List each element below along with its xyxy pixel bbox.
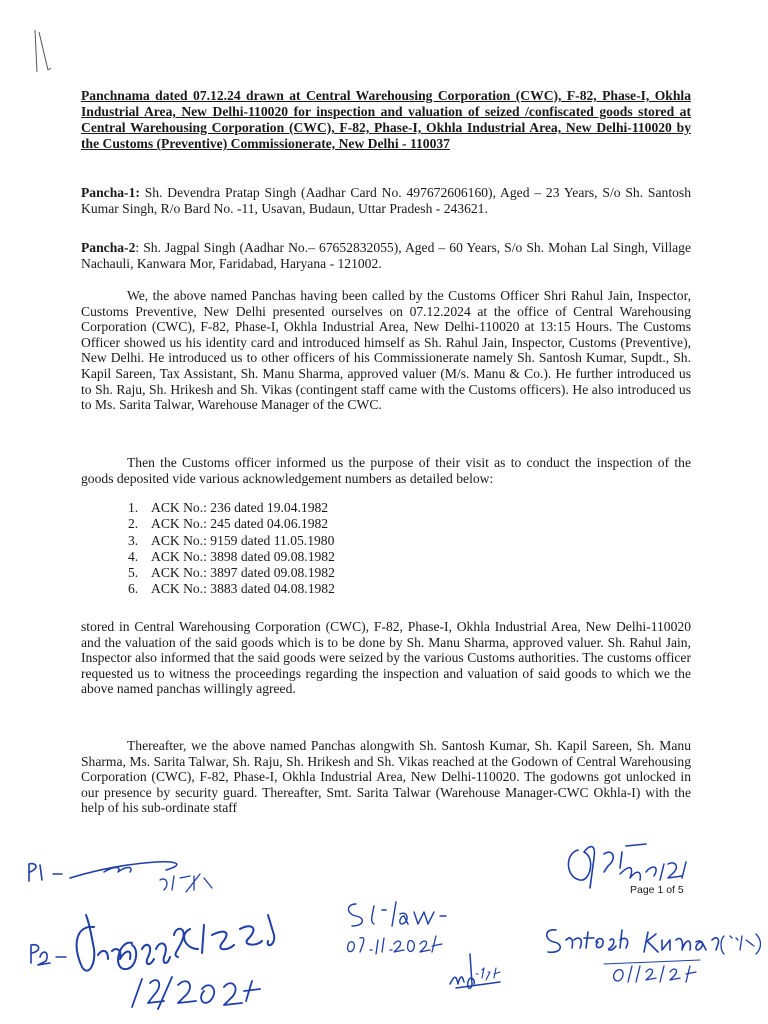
paragraph-godown: Thereafter, we the above named Panchas alongwith Sh. Santosh Kumar, Sh. Kapil Sareen, Sh. Manu Sharma, Ms. Sarita Talwar, Sh. Raju, Sh. Hrikesh and Sh. Vikas reached at the Godown of Central Warehousing Corporation (CWC), F-82, Phase-I, Okhla Industrial Area, New Delhi-110020. The godowns got unlocked in our presence by security guard. Thereafter, Smt. Sarita Talwar (Warehouse Manager-CWC Okhla-I) with the help of his sub-ordinate staff [81, 738, 691, 816]
paragraph-introduction: We, the above named Panchas having been called by the Customs Officer Shri Rahul Jain, Inspector, Customs Preventive, New Delhi presented ourselves on 07.12.2024 at the office of Central Warehousing Corporation (CWC), F-82, Phase-I, Okhla Industrial Area, New Delhi-110020 at 13:15 Hours. The Customs Officer showed us his identity card and introduced himself as Sh. Rahul Jain, Inspector, Customs (Preventive), New Delhi. He introduced us to other officers of his Commissionerate namely Sh. Santosh Kumar, Supdt., Sh. Kapil Sareen, Tax Assistant, Sh. Manu Sharma, approved valuer (M/s. Manu & Co.). He further introduced us to Sh. Raju, Sh. Hrikesh and Sh. Vikas (contingent staff came with the Customs officers). He also introduced us to Ms. Sarita Talwar, Warehouse Manager of the CWC. [81, 288, 691, 413]
paragraph-valuation: stored in Central Warehousing Corporation (CWC), F-82, Phase-I, Okhla Industrial Area, New Delhi-110020 and the valuation of the said goods which is to be done by Sh. Manu Sharma, approved valuer. Sh. Rahul Jain, Inspector also informed that the said goods were seized by the various Customs authorities. The customs officer requested us to witness the proceedings regarding the inspection and valuation of said goods to which we the above named panchas willingly agreed. [81, 619, 691, 697]
pancha-1-text: Sh. Devendra Pratap Singh (Aadhar Card No. 497672606160), Aged – 23 Years, S/o Sh. Santosh Kumar Singh, R/o Bard No. -11, Usavan, Budaun, Uttar Pradesh - 243621. [81, 185, 691, 216]
pancha-2-signature [28, 905, 298, 1015]
pancha-2-label: Pancha-2 [81, 240, 136, 255]
pancha-1-signature [26, 852, 226, 897]
ack-list-item: 1. ACK No.: 236 dated 19.04.1982 [128, 500, 329, 515]
santosh-kumar-signature [540, 926, 764, 988]
staple-mark [30, 26, 54, 76]
panchnama-title: Panchnama dated 07.12.24 drawn at Central Warehousing Corporation (CWC), F-82, Phase-I, Okhla Industrial Area, New Delhi-110020 for inspection and valuation of seized /confiscated goods stored at Central Warehousing Corporation (CWC), F-82, Phase-I, Okhla Industrial Area, New Delhi-110020 by the Customs (Preventive) Commissionerate, New Delhi - 110037 [81, 88, 691, 151]
page-number: Page 1 of 5 [630, 884, 684, 896]
talwar-signature [342, 898, 462, 960]
paragraph-purpose: Then the Customs officer informed us the purpose of their visit as to conduct the inspection of the goods deposited vide various acknowledgement numbers as detailed below: [81, 455, 691, 486]
ack-list [128, 500, 335, 598]
rahul-jain-signature [560, 838, 700, 898]
pancha-1-label: Pancha-1: [81, 185, 140, 200]
small-initials-signature [446, 946, 516, 996]
ack-list-item: 4. ACK No.: 3898 dated 09.08.1982 [128, 548, 335, 564]
ack-list-item: 6. ACK No.: 3883 dated 04.08.1982 [128, 581, 335, 597]
ack-list-item: 5. ACK No.: 3897 dated 09.08.1982 [128, 565, 335, 581]
pancha-2-details [81, 240, 691, 271]
pancha-2-text: : Sh. Jagpal Singh (Aadhar No.– 67652832055), Aged – 60 Years, S/o Sh. Mohan Lal Singh, Village Nachauli, Kanwara Mor, Faridabad, Haryana - 121002. [81, 240, 691, 271]
ack-list-item: 3. ACK No.: 9159 dated 11.05.1980 [128, 532, 335, 548]
ack-list-item: 2. ACK No.: 245 dated 04.06.1982 [128, 516, 329, 532]
pancha-1-details [81, 185, 691, 216]
